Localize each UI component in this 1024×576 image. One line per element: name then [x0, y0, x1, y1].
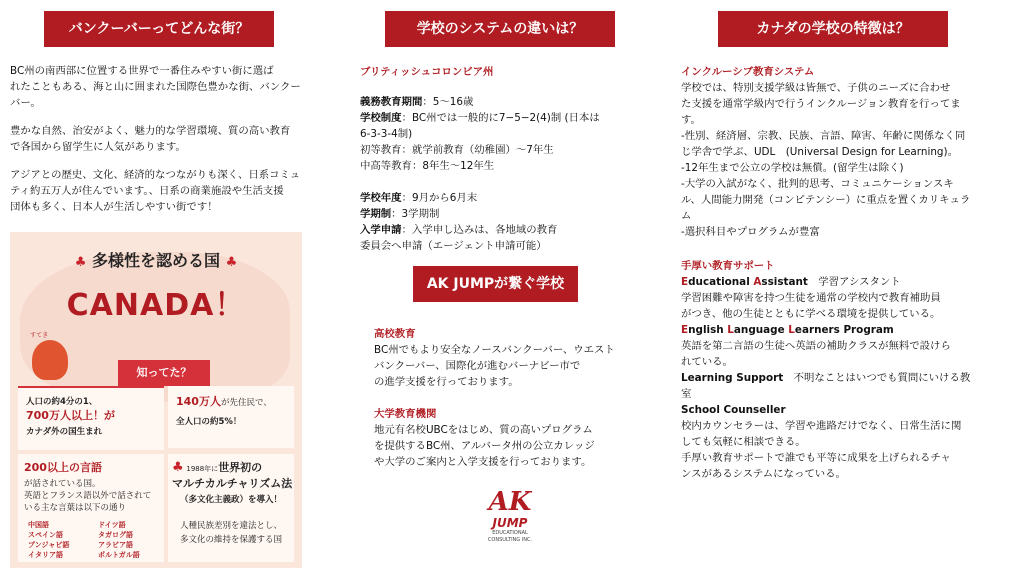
text-line: 地元有名校UBCをはじめ、質の高いプログラム	[374, 424, 593, 436]
text-line: BC州の南西部に位置する世界で一番住みやすい街に選ば	[10, 65, 274, 77]
language-item: 中国語	[28, 521, 49, 529]
label-system: 学校制度	[360, 112, 402, 124]
canada-schools-text	[681, 64, 1021, 482]
label-school-year: 学校年度	[360, 192, 402, 204]
language-item: スペイン語	[28, 531, 63, 539]
text-line: しても気軽に相談できる。	[681, 436, 806, 448]
text-line: た支援を通常学級内で行うインクルージョン教育を行ってま	[681, 98, 961, 110]
text-line: がつき、他の生徒とともに学べる環境を提供している。	[681, 308, 941, 320]
text-line: 手厚い教育サポートで誰でも平等に成果を上げられるチャ	[681, 452, 951, 464]
language-item: ポルトガル語	[98, 551, 140, 559]
text-line: -大学の入試がなく、批判的思考、コミュニケーションスキ	[681, 178, 954, 190]
language-item: イタリア語	[28, 551, 63, 559]
language-item: タガログ語	[98, 531, 133, 539]
fact-line: が話されている国。	[24, 479, 101, 489]
text-line: -性別、経済層、宗教、民族、言語、障害、年齢に関係なく同	[681, 130, 966, 142]
maple-leaf-icon: ♣	[74, 255, 87, 270]
value-term: ：3学期制	[391, 208, 440, 220]
text-line: で各国から留学生に人気があります。	[10, 141, 186, 153]
text-line: 委員会へ申請（エージェント申請可能）	[360, 240, 547, 252]
value-system: ：BC州では一般的に7−5−2(4)制 (日本は	[401, 112, 600, 124]
logo-sub: EDUCATIONAL	[492, 530, 528, 536]
canada-title: CANADA！	[66, 288, 246, 323]
fact-line: 全人口の約5%！	[176, 417, 242, 427]
title-text: 多様性を認める国	[91, 251, 220, 270]
section-title: インクルーシブ教育システム	[681, 66, 815, 78]
fact-box-languages	[18, 454, 164, 562]
fact-line: 英語とフランス語以外で話されて	[24, 491, 152, 501]
fact-line: （多文化主義政）を導入！	[180, 495, 283, 505]
text-line: ル、人間能力開発（コンピテンシー）に重点を置くカリキュラ	[681, 194, 971, 206]
text-line: -12年生まで公立の学校は無償。(留学生は除く)	[681, 162, 904, 174]
ak-jump-logo	[475, 488, 545, 572]
maple-leaf-icon: ♣	[225, 255, 238, 270]
logo-jump: JUMP	[492, 516, 528, 530]
fact-line: いる主な言葉は以下の通り	[24, 503, 127, 513]
ak-jump-schools-text	[374, 326, 664, 470]
fact-line: 人種民族差別を違法とし、	[180, 521, 283, 531]
region-title: ブリティッシュコロンビア州	[360, 66, 494, 78]
label-application: 入学申請	[360, 224, 402, 236]
header-canada-schools: カナダの学校の特徴は？	[718, 11, 948, 47]
logo-sub: CONSULTING INC.	[487, 537, 533, 543]
section-title: 高校教育	[374, 328, 416, 340]
fact-big: 世界初の	[218, 461, 263, 474]
support-ls-title: Learning Support	[681, 372, 784, 384]
text-line: -選択科目やプログラムが豊富	[681, 226, 820, 238]
text-line: 団体も多く、日本人が生活しやすい街です！	[10, 201, 218, 213]
header-school-system: 学校のシステムの違いは？	[385, 11, 615, 47]
fact-big: 200以上の言語	[24, 461, 102, 474]
header-vancouver: バンクーバーってどんな街？	[44, 11, 274, 47]
text-line: バンクーバー、国際化が進むバーナビー市で	[374, 360, 581, 372]
section-title: 手厚い教育サポート	[681, 260, 775, 272]
octopus-label: すてき	[30, 332, 49, 339]
vancouver-text	[10, 63, 310, 227]
fact-box-immigrants	[18, 386, 164, 450]
value-compulsory: ：5～16歳	[422, 96, 474, 108]
fact-line: カナダ外の国生まれ	[26, 427, 103, 437]
support-sc-title: School Counseller	[681, 404, 786, 416]
fact-line: 700万人以上！が	[26, 409, 115, 422]
text-line: や大学のご案内と入学支援を行っております。	[374, 456, 592, 468]
logo-ak: AK	[488, 487, 532, 517]
maple-leaf-icon: ♣	[172, 460, 184, 475]
text-line: 初等教育：就学前教育（幼稚園）～7年生	[360, 144, 554, 156]
text-line: 校内カウンセラーは、学習や進路だけでなく、日常生活に関	[681, 420, 962, 432]
fact-big: マルチカルチャリズム法	[172, 477, 293, 490]
fact-box-multiculturalism	[168, 454, 294, 562]
text-line: す。	[681, 114, 701, 126]
school-system-text	[360, 64, 660, 254]
text-line: れている。	[681, 356, 733, 368]
text-line: ム	[681, 210, 692, 222]
did-you-know-banner: 知ってた？	[118, 360, 210, 386]
text-line: アジアとの歴史、文化、経済的なつながりも深く、日系コミュ	[10, 169, 301, 181]
text-line: 豊かな自然、治安がよく、魅力的な学習環境、質の高い教育	[10, 125, 291, 137]
label-compulsory: 義務教育期間	[360, 96, 423, 108]
text-line: BC州でもより安全なノースバンクーバー、ウエスト	[374, 344, 615, 356]
text-line: 学習困難や障害を持つ生徒を通常の学校内で教育補助員	[681, 292, 941, 304]
language-item: アラビア語	[98, 541, 133, 549]
text-line: 6-3-3-4制)	[360, 128, 413, 140]
header-ak-jump-schools: AK JUMPが繋ぐ学校	[413, 266, 578, 302]
language-item: ドイツ語	[98, 521, 126, 529]
fact-line: 1988年に	[186, 465, 219, 473]
section-title: 大学教育機関	[374, 408, 437, 420]
fact-line: 人口の約4分の1、	[26, 397, 98, 407]
fact-line: が先住民で、	[220, 398, 272, 408]
text-line: ティ約五万人が住んでいます。、日系の商業施設や生活支援	[10, 185, 284, 197]
value-school-year: ：9月から6月末	[401, 192, 478, 204]
language-item: プンジャビ語	[28, 541, 70, 549]
text-line: れたこともある、海と山に囲まれた国際色豊かな街、バンクー	[10, 81, 301, 93]
text-line: の進学支援を行っております。	[374, 376, 519, 388]
text-line: 中高等教育：8年生～12年生	[360, 160, 495, 172]
support-ea-title: Educational Assistant 学習アシスタント	[681, 276, 901, 288]
text-line: 英語を第二言語の生徒へ英語の補助クラスが無料で設けら	[681, 340, 951, 352]
text-line: バー。	[10, 97, 41, 109]
value-application: ：入学申し込みは、各地域の教育	[401, 224, 558, 236]
fact-box-indigenous	[168, 386, 294, 448]
canada-infographic	[10, 232, 302, 568]
text-line: 学校では、特別支援学級は皆無で、子供のニーズに合わせ	[681, 82, 951, 94]
fact-big: 140万人	[176, 395, 221, 408]
fact-line: 多文化の維持を保護する国	[180, 535, 283, 545]
text-line: ンスがあるシステムになっている。	[681, 468, 846, 480]
support-ell-title: English Language Learners Program	[681, 324, 894, 336]
infographic-title	[10, 248, 302, 271]
octopus-mascot-icon	[32, 340, 68, 380]
support-ls-desc: 不明なことはいつでも質問にいける教	[783, 372, 971, 384]
label-term: 学期制	[360, 208, 392, 220]
text-line: 室	[681, 388, 692, 400]
text-line: じ学舎で学ぶ、UDL (Universal Design for Learning)。	[681, 146, 958, 158]
text-line: を提供するBC州、アルバータ州の公立カレッジ	[374, 440, 595, 452]
